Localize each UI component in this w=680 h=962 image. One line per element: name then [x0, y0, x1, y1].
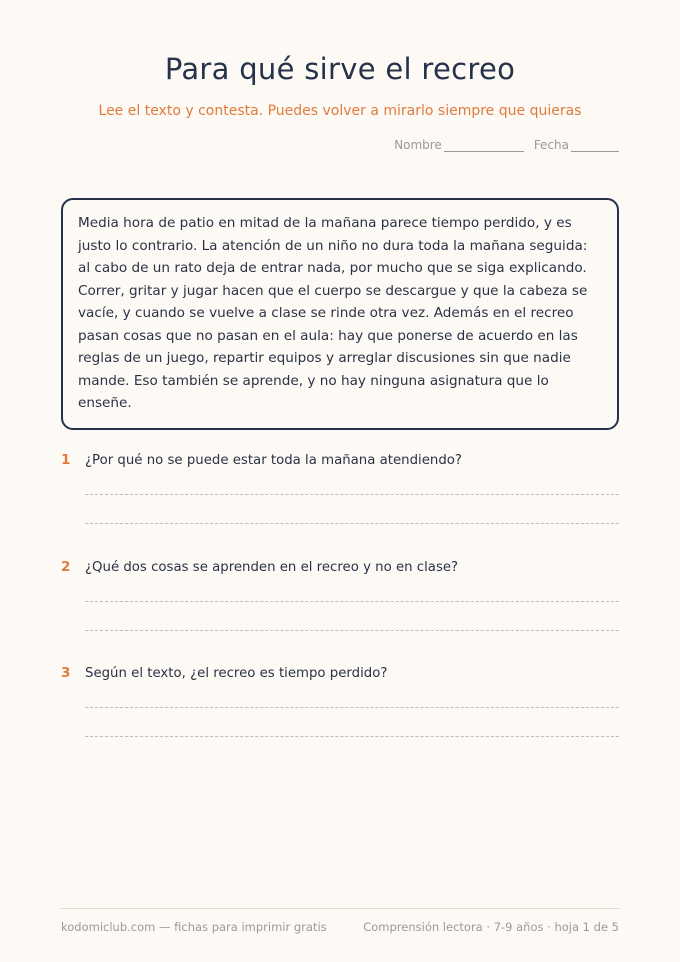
footer-divider [61, 908, 619, 909]
date-field[interactable] [534, 138, 619, 152]
name-date-fields [394, 138, 619, 152]
reading-text-box [61, 198, 619, 430]
question-number: 2 [61, 559, 71, 575]
question-text: ¿Qué dos cosas se aprenden en el recreo y no en clase? [85, 560, 459, 575]
question-text: ¿Por qué no se puede estar toda la mañana atendiendo? [85, 453, 462, 468]
question-item [61, 665, 619, 681]
answer-line[interactable] [85, 630, 619, 631]
footer-sheet-info: Comprensión lectora · 7-9 años · hoja 1 de 5 [363, 920, 619, 934]
name-field[interactable] [394, 138, 524, 152]
question-item [61, 452, 619, 468]
question-number: 1 [61, 452, 71, 468]
answer-line[interactable] [85, 707, 619, 708]
date-blank[interactable] [571, 139, 619, 152]
page-title: Para qué sirve el recreo [164, 52, 516, 86]
question-text: Según el texto, ¿el recreo es tiempo perdido? [85, 666, 388, 681]
name-label: Nombre [394, 138, 442, 152]
answer-line[interactable] [85, 523, 619, 524]
footer-site-credit: kodomiclub.com — fichas para imprimir gratis [61, 920, 327, 934]
answer-line[interactable] [85, 601, 619, 602]
name-blank[interactable] [444, 139, 524, 152]
question-number: 3 [61, 665, 71, 681]
answer-line[interactable] [85, 494, 619, 495]
instructions-subtitle: Lee el texto y contesta. Puedes volver a mirarlo siempre que quieras [98, 103, 582, 119]
question-item [61, 559, 619, 575]
reading-text: Media hora de patio en mitad de la mañana parece tiempo perdido, y es justo lo contrario. La atención de un niño no dura toda la mañana seguida: al cabo de un rato deja de entrar nada, por mucho que se siga explicando. Correr, gritar y jugar hacen que el cuerpo se descargue y que la cabeza se vacíe, y cuando se vuelve a clase se rinde otra vez. Además en el recreo pasan cosas que no pasan en el aula: hay que ponerse de acuerdo en las reglas de un juego, repartir equipos y arreglar discusiones sin que nadie mande. Eso también se aprende, y no hay ninguna asignatura que lo enseñe. [78, 215, 588, 411]
date-label: Fecha [533, 138, 569, 152]
answer-line[interactable] [85, 736, 619, 737]
